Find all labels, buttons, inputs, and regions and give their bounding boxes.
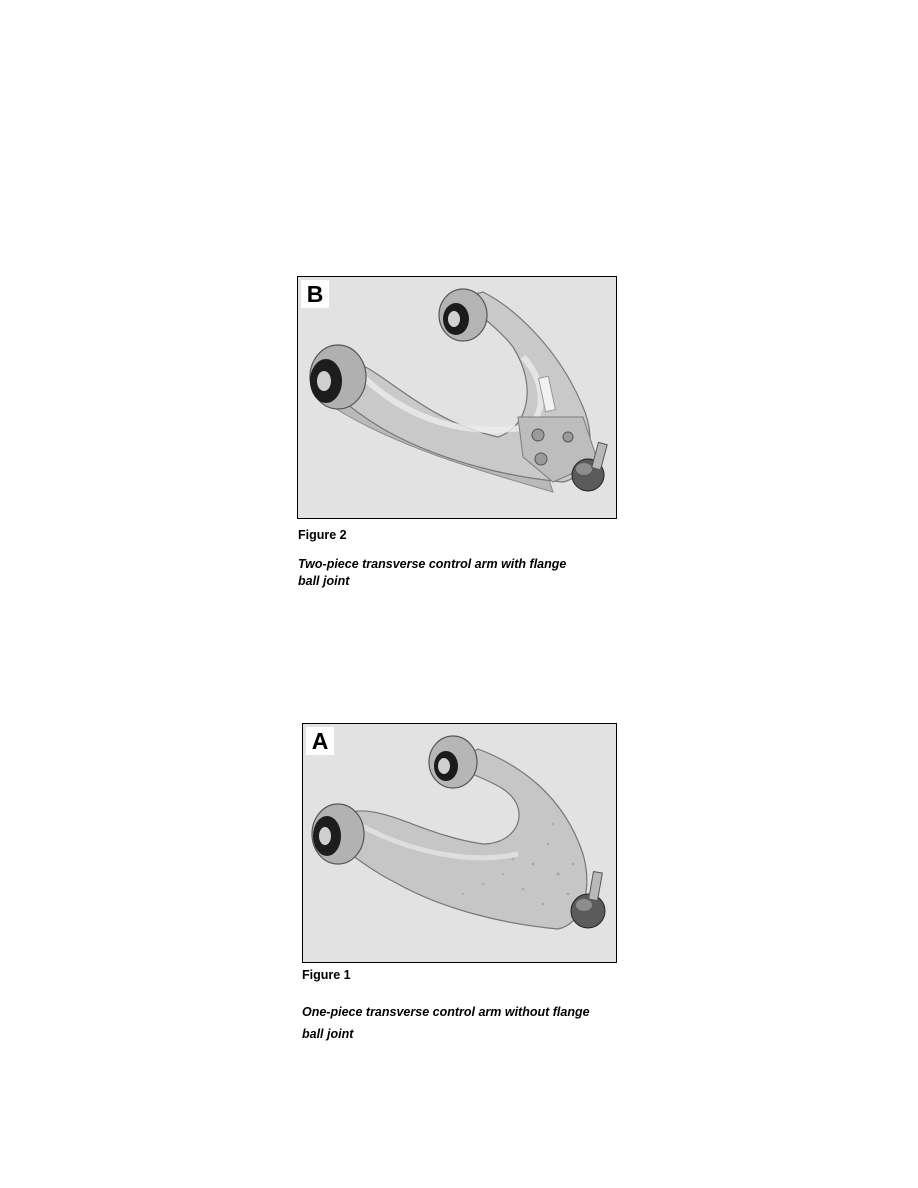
figure-2-caption <box>298 556 628 590</box>
figure-2-label: Figure 2 <box>298 528 347 542</box>
figure-2-photo <box>297 276 617 519</box>
figure-2-caption-line-1: Two-piece transverse control arm with flange <box>298 557 567 571</box>
figure-2-caption-line-2: ball joint <box>298 574 350 588</box>
figure-1-photo <box>302 723 617 963</box>
figure-1-caption-line-1: One-piece transverse control arm without flange <box>302 1005 590 1019</box>
figure-1-label: Figure 1 <box>302 968 351 982</box>
figure-1-caption <box>302 1001 632 1045</box>
panel-letter-b: B <box>301 280 329 308</box>
control-arm-two-piece-image <box>298 277 617 519</box>
figure-1-caption-line-2: ball joint <box>302 1027 354 1041</box>
control-arm-one-piece-image <box>303 724 617 963</box>
panel-letter-a: A <box>306 727 334 755</box>
